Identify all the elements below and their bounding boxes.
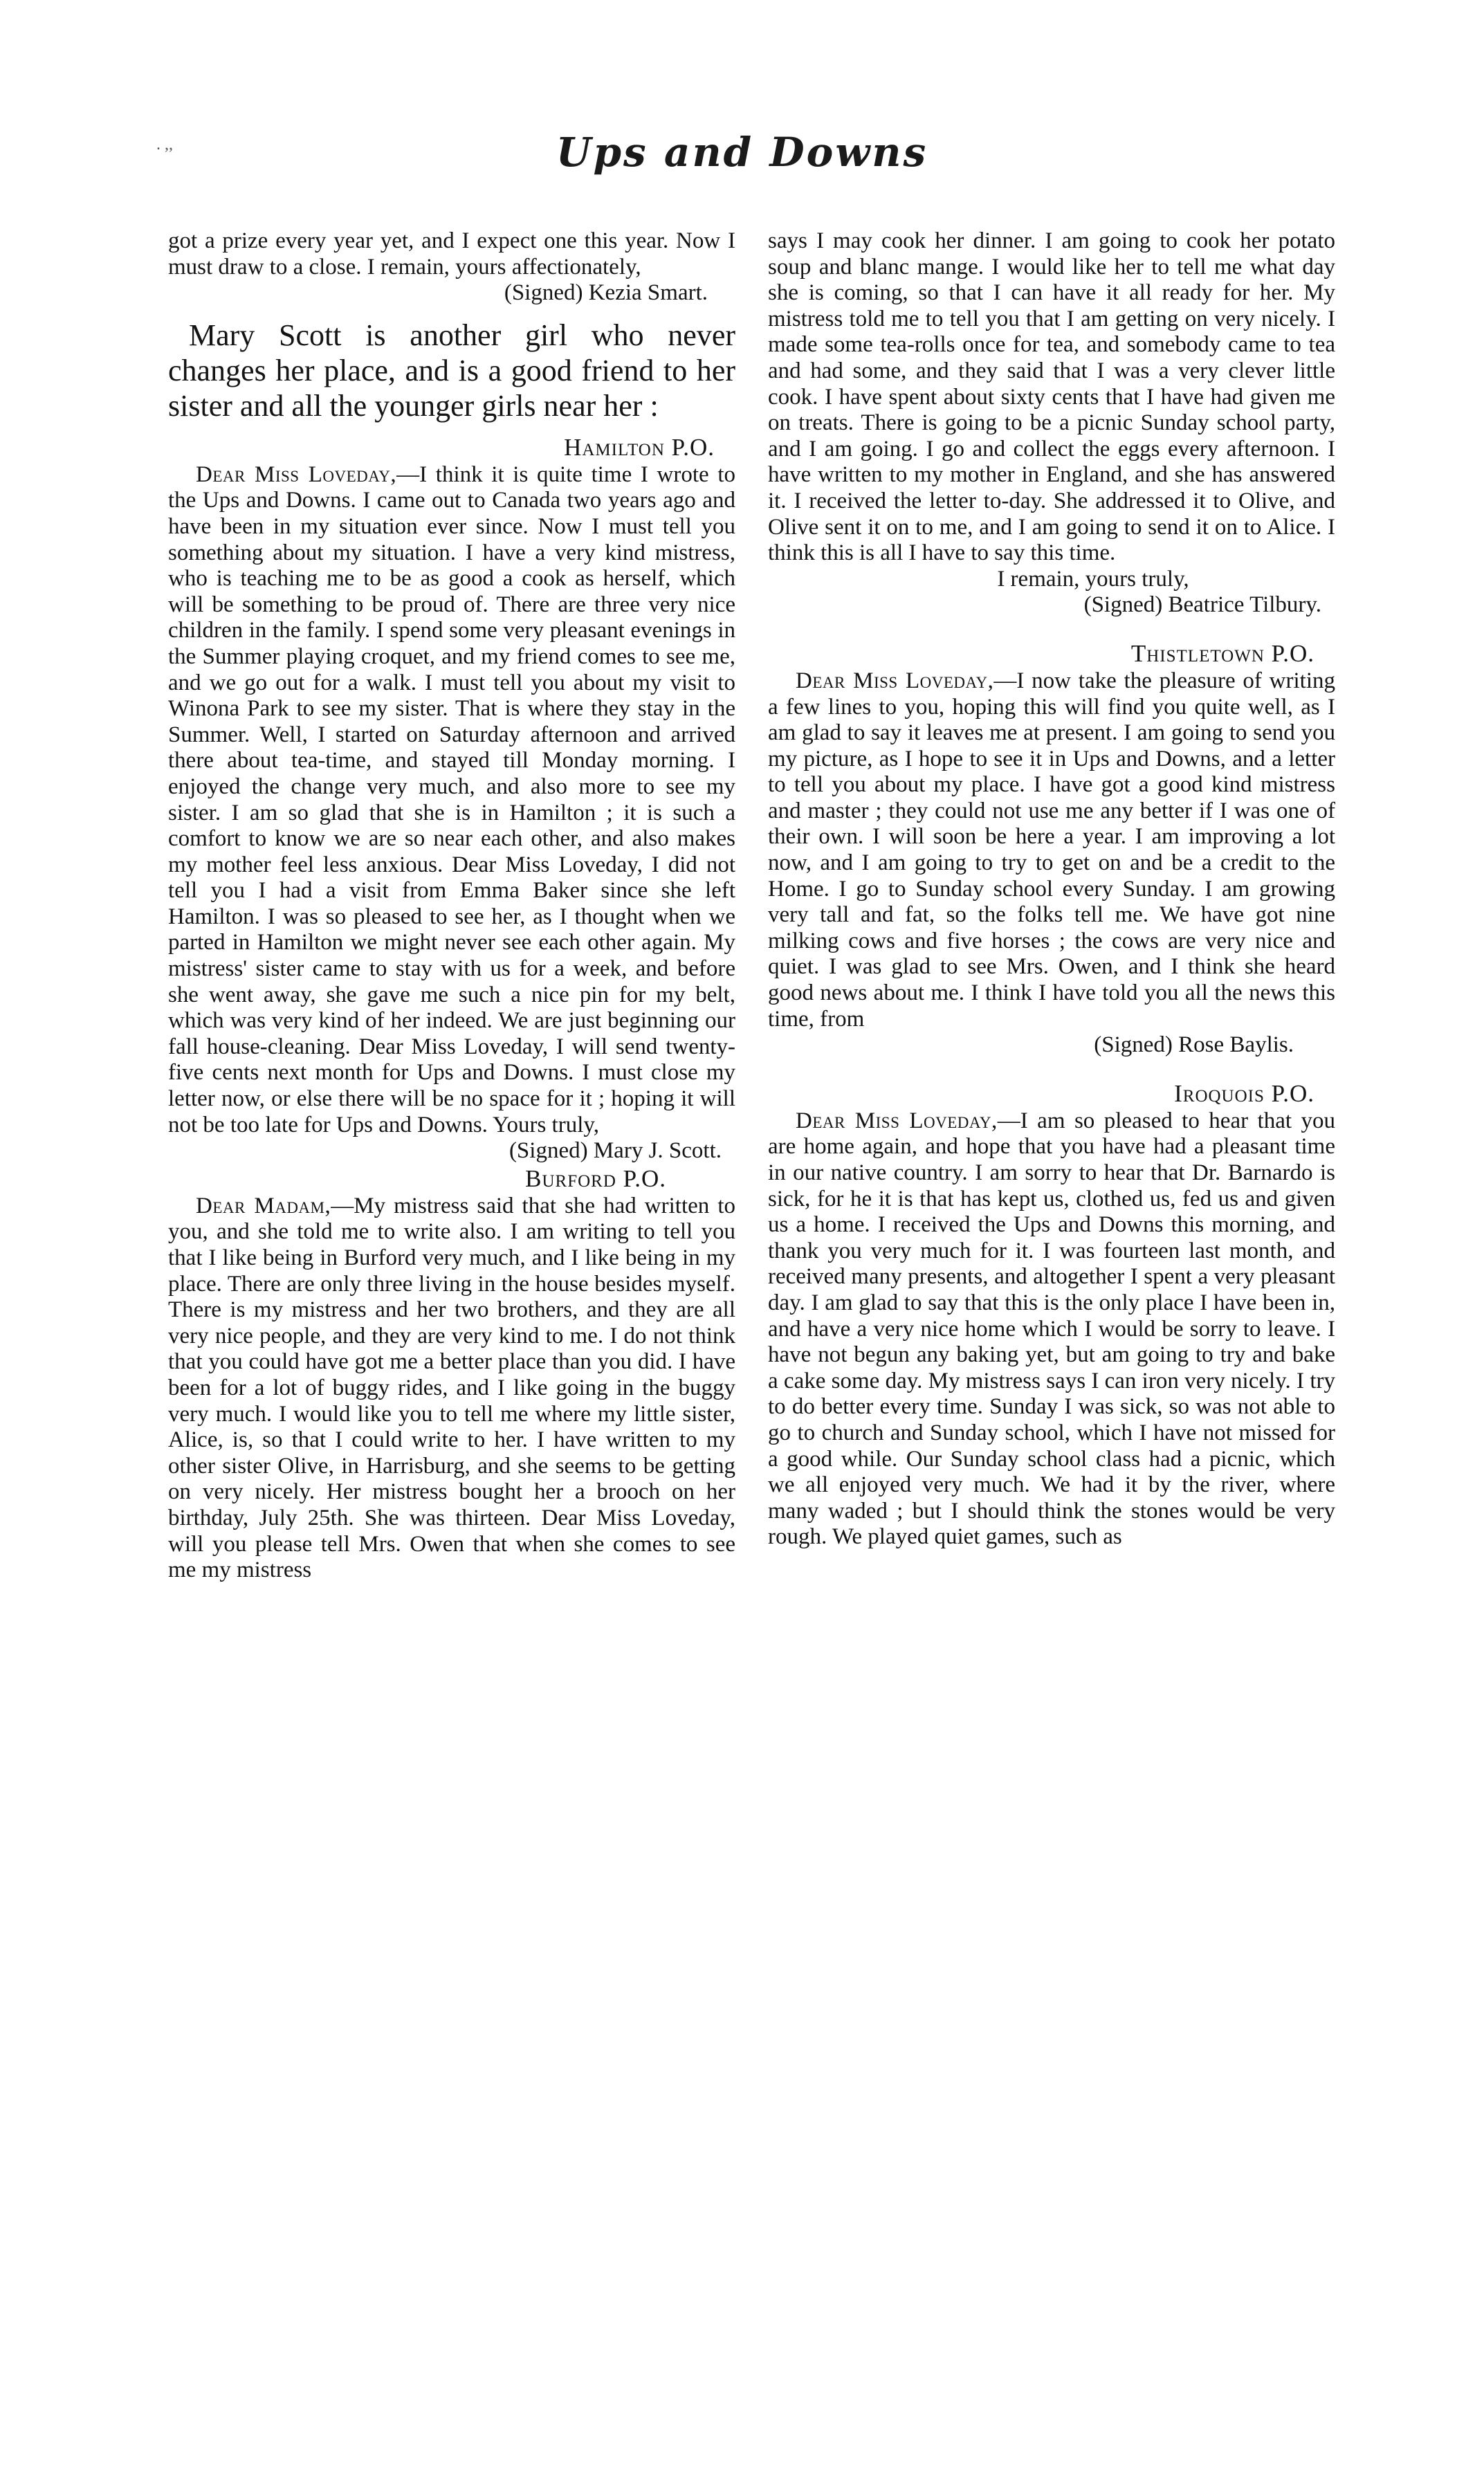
place-heading-thistletown: Thistletown P.O. — [1130, 639, 1314, 667]
place-heading-iroquois: Iroquois P.O. — [1174, 1079, 1314, 1107]
running-title: Ups and Downs — [556, 129, 928, 176]
signature-mary-scott: (Signed) Mary J. Scott. — [509, 1138, 722, 1164]
letter-body: —I now take the pleasure of writing a few lines to you, hoping this will find you quite well, as I am glad to say it leaves me at present. I am going to send you my picture, as I hope to see it in Ups and Downs, and a letter to tell you about my place. I have got a good kind mistress and master ; they could not use me any better if I was one of their own. I will soon be here a year. I am improving a lot now, and I am going to try to get on and be a credit to the Home. I go to Sunday school every Sunday. I am growing very tall and fat, so the folks tell me. We have got nine milking cows and five horses ; the cows are very nice and quiet. I was glad to see Mrs. Owen, and I think she heard good news about me. I think I have told you all the news this time, from — [768, 668, 1336, 1032]
letter-body: —My mistress said that she had written to you, and she told me to write also. I am writing to tell you that I like being in Burford very much, and I like being in my place. There are only three living in the house besides myself. There is my mistress and her two brothers, and they are all very nice people, and they are very kind to me. I do not think that you could have got me a better place than you did. I have been for a lot of buggy rides, and I like going in the buggy very much. I would like you to tell me where my little sister, Alice, is, so that I could write to her. I have written to my other sister Olive, in Harrisburg, and she seems to be getting on very nicely. Her mistress bought her a brooch on her birthday, July 25th. She was thirteen. Dear Miss Loveday, will you please tell Mrs. Owen that when she comes to see me my mistress — [168, 1193, 735, 1583]
letter-body: —I am so pleased to hear that you are home again, and hope that you have had a pleasant time in our native country. I am sorry to hear that Dr. Barnardo is sick, for he it is that has kept us, clothed us, fed us and given us a home. I received the Ups and Downs this morning, and thank you very much for it. I was fourteen last month, and received many presents, and altogether I spent a very pleasant day. I am glad to say that this is the only place I have been in, and have a very nice home which I would be sorry to leave. I have not begun any baking yet, but am going to try and bake a cake some day. My mistress says I can iron very nicely. I try to do better every time. Sunday I was sick, so was not able to go to church and Sunday school, which I have not missed for a good while. Our Sunday school class had a picnic, which we all enjoyed very much. We had it by the river, where many waded ; but I should think the stones would be very rough. We played quiet games, such as — [768, 1108, 1335, 1550]
place-heading-hamilton: Hamilton P.O. — [564, 433, 715, 461]
letter-fragment: got a prize every year yet, and I expect one this year. Now I must draw to a close. I remain, yours affectionately, — [168, 228, 735, 280]
letter-body: —I think it is quite time I wrote to the Ups and Downs. I came out to Canada two years ago and have been in my situation ever since. Now I must tell you something about my situation. I have a very kind mistress, who is teaching me to be as good a cook as herself, which will be something to be proud of. There are three very nice children in the family. I spend some very pleasant evenings in the Summer playing croquet, and my friend comes to see me, and we go out for a walk. I must tell you about my visit to Winona Park to see my sister. That is where they stay in the Summer. Well, I started on Saturday afternoon and arrived there about tea-time, and stayed till Monday morning. I enjoyed the change very much, and also more to see my sister. I am so glad that she is in Hamilton ; it is such a comfort to know we are so near each other, and also makes my mother feel less anxious. Dear Miss Loveday, I did not tell you I had a visit from Emma Baker since she left Hamilton. I was so pleased to see her, as I thought when we parted in Hamilton we might never see each other again. My mistress' sister came to stay with us for a week, and before she went away, she gave me such a nice pin for my belt, which was very kind of her indeed. We are just beginning our fall house-cleaning. Dear Miss Loveday, I will send twenty-five cents next month for Ups and Downs. I must close my letter now, or else there will be no space for it ; hoping it will not be too late for Ups and Downs. Yours truly, — [168, 461, 736, 1137]
closing-beatrice: I remain, yours truly, — [997, 566, 1189, 592]
letter-continuation: says I may cook her dinner. I am going to cook her potato soup and blanc mange. I would like her to tell me what day she is coming, so that I can have it all ready for her. My mistress told me to tell you that I am getting on very nicely. I made some tea-rolls once for tea, and somebody came to tea and had some, and they said that I was a very clever little cook. I have spent about sixty cents that I have had given me on treats. There is going to be a picnic Sunday school party, and I am going. I go and collect the eggs every afternoon. I have written to my mother in England, and she has answered it. I received the letter to-day. She addressed it to Olive, and Olive sent it on to me, and I am going to send it on to Alice. I think this is all I have to say this time. — [768, 228, 1335, 566]
signature-kezia-smart: (Signed) Kezia Smart. — [504, 280, 708, 306]
signature-beatrice-tilbury: (Signed) Beatrice Tilbury. — [1083, 592, 1321, 618]
place-heading-burford: Burford P.O. — [525, 1164, 666, 1192]
letter-iroquois — [768, 1108, 1335, 1551]
right-column — [768, 228, 1335, 1551]
letter-mary-scott — [168, 462, 735, 1138]
salutation: Dear Miss Loveday, — [796, 668, 994, 693]
page-folio: . ,, — [156, 136, 173, 154]
signature-rose-baylis: (Signed) Rose Baylis. — [1094, 1032, 1294, 1058]
editorial-intro: Mary Scott is another girl who never changes her place, and is a good friend to her sister and all the younger girls near her : — [168, 318, 735, 423]
salutation: Dear Madam, — [196, 1193, 331, 1218]
salutation: Dear Miss Loveday, — [796, 1108, 998, 1133]
left-column — [168, 228, 735, 1584]
letter-beatrice-tilbury — [168, 1193, 735, 1584]
salutation: Dear Miss Loveday, — [196, 461, 397, 487]
letter-rose-baylis — [768, 668, 1335, 1032]
